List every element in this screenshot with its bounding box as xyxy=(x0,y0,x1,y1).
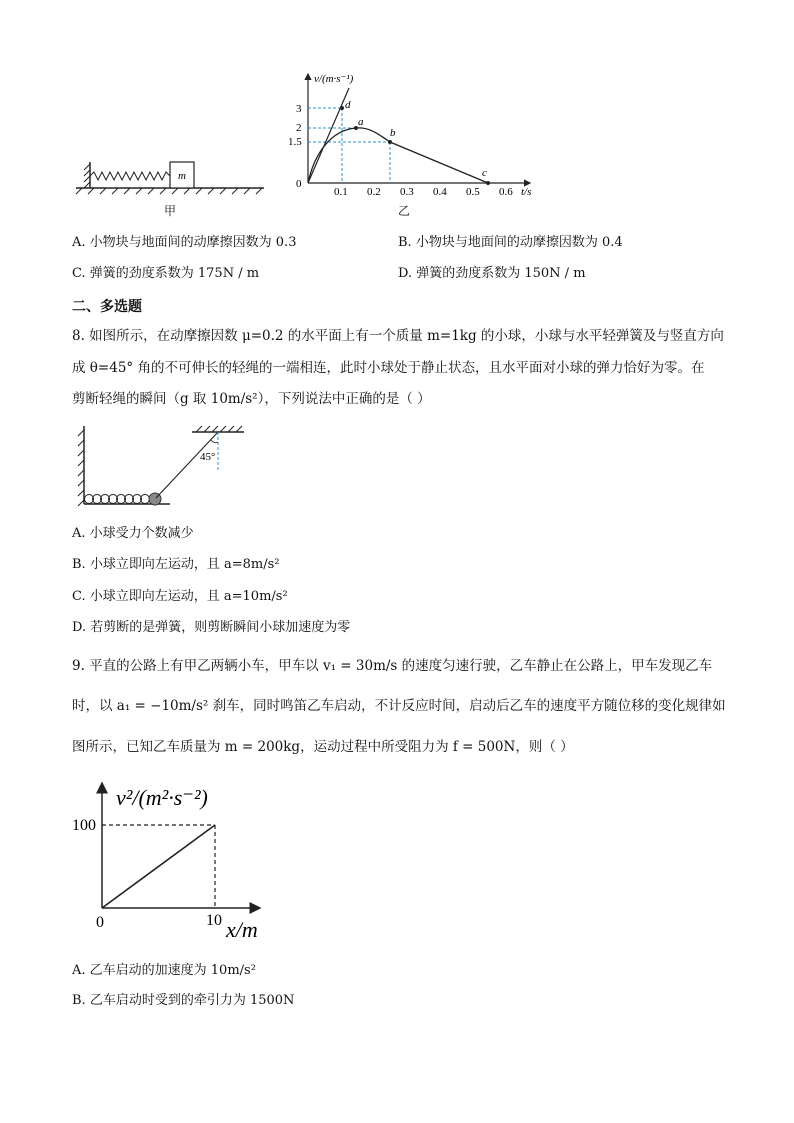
rope xyxy=(156,432,218,498)
vt-point-label: c xyxy=(482,167,487,179)
vt-x-tick: 0.6 xyxy=(499,186,513,198)
wall-hatching xyxy=(84,164,90,188)
vt-y-tick: 3 xyxy=(296,103,302,115)
vt-origin-label: 0 xyxy=(296,178,302,190)
figure-ball-spring-rope xyxy=(72,420,252,512)
vt-tangent-line xyxy=(308,88,349,183)
coil-spring xyxy=(85,495,150,504)
q8-option-a: A. 小球受力个数减少 xyxy=(72,526,194,541)
q9-stem-line-1: 9. 平直的公路上有甲乙两辆小车，甲车以 v₁ = 30m/s 的速度匀速行驶，乙车静止在公路上，甲车发现乙车 xyxy=(72,658,713,674)
vt-y-tick: 1.5 xyxy=(288,136,302,148)
q9-stem-line-3: 图所示，已知乙车质量为 m = 200kg，运动过程中所受阻力为 f = 500N，则（ ） xyxy=(72,739,574,755)
figure-label-yi: 乙 xyxy=(398,204,411,218)
figure-vt-graph xyxy=(290,70,550,205)
ceiling-hatching xyxy=(196,426,242,432)
angle-arc xyxy=(211,440,218,443)
section-title: 二、多选题 xyxy=(72,299,142,315)
q7-option-d: D. 弹簧的劲度系数为 150N / m xyxy=(398,266,586,281)
vt-x-tick: 0.3 xyxy=(400,186,414,198)
vt-point-c xyxy=(486,181,490,185)
q9-option-b: B. 乙车启动时受到的牵引力为 1500N xyxy=(72,993,295,1008)
vt-point-d xyxy=(340,106,344,110)
figure-label-jia: 甲 xyxy=(164,204,177,218)
spring xyxy=(90,172,170,180)
v2-x-axis-label: x/m xyxy=(226,917,258,942)
angle-label: 45° xyxy=(200,451,216,463)
v2-y-axis-label: v²/(m²·s⁻²) xyxy=(116,785,208,810)
vt-x-tick: 0.2 xyxy=(367,186,381,198)
q8-option-c: C. 小球立即向左运动，且 a=10m/s² xyxy=(72,589,288,604)
left-wall-hatching xyxy=(78,430,84,506)
vt-x-axis-label: t/s xyxy=(521,186,532,198)
vt-point-label: d xyxy=(345,99,351,111)
vt-y-tick: 2 xyxy=(296,122,302,134)
v2-origin-label: 0 xyxy=(96,914,104,931)
vt-point-b xyxy=(388,140,392,144)
q7-option-c: C. 弹簧的劲度系数为 175N / m xyxy=(72,266,260,281)
q8-option-d: D. 若剪断的是弹簧，则剪断瞬间小球加速度为零 xyxy=(72,620,351,635)
v2-series-line xyxy=(102,825,215,908)
q8-stem-line-3: 剪断轻绳的瞬间（g 取 10m/s²），下列说法中正确的是（ ） xyxy=(72,391,431,407)
q7-option-b: B. 小物块与地面间的动摩擦因数为 0.4 xyxy=(398,235,623,250)
vt-x-tick: 0.1 xyxy=(334,186,348,198)
q7-option-a: A. 小物块与地面间的动摩擦因数为 0.3 xyxy=(72,235,297,250)
v2-y-value-label: 100 xyxy=(72,817,96,834)
vt-x-tick: 0.5 xyxy=(466,186,480,198)
q9-stem-line-2: 时，以 a₁ = −10m/s² 刹车，同时鸣笛乙车启动，不计反应时间，启动后乙车的速度平方随位移的变化规律如 xyxy=(72,698,726,714)
q8-stem-line-1: 8. 如图所示，在动摩擦因数 μ=0.2 的水平面上有一个质量 m=1kg 的小球，小球与水平轻弹簧及与竖直方向 xyxy=(72,328,724,344)
q9-option-a: A. 乙车启动的加速度为 10m/s² xyxy=(72,963,256,978)
floor-hatching xyxy=(76,188,262,194)
vt-point-label: a xyxy=(358,116,364,128)
q8-option-b: B. 小球立即向左运动，且 a=8m/s² xyxy=(72,557,280,572)
figure-v2-x-graph xyxy=(60,775,290,945)
vt-guides xyxy=(308,108,390,183)
vt-point-label: b xyxy=(390,127,396,139)
vt-curve xyxy=(308,128,488,183)
v2-x-value-label: 10 xyxy=(206,912,222,929)
block-label: m xyxy=(178,170,186,182)
vt-x-tick: 0.4 xyxy=(433,186,447,198)
q8-stem-line-2: 成 θ=45° 角的不可伸长的轻绳的一端相连，此时小球处于静止状态，且水平面对小球的弹力恰好为零。在 xyxy=(72,360,705,376)
vt-y-axis-label: v/(m·s⁻¹) xyxy=(314,73,354,85)
